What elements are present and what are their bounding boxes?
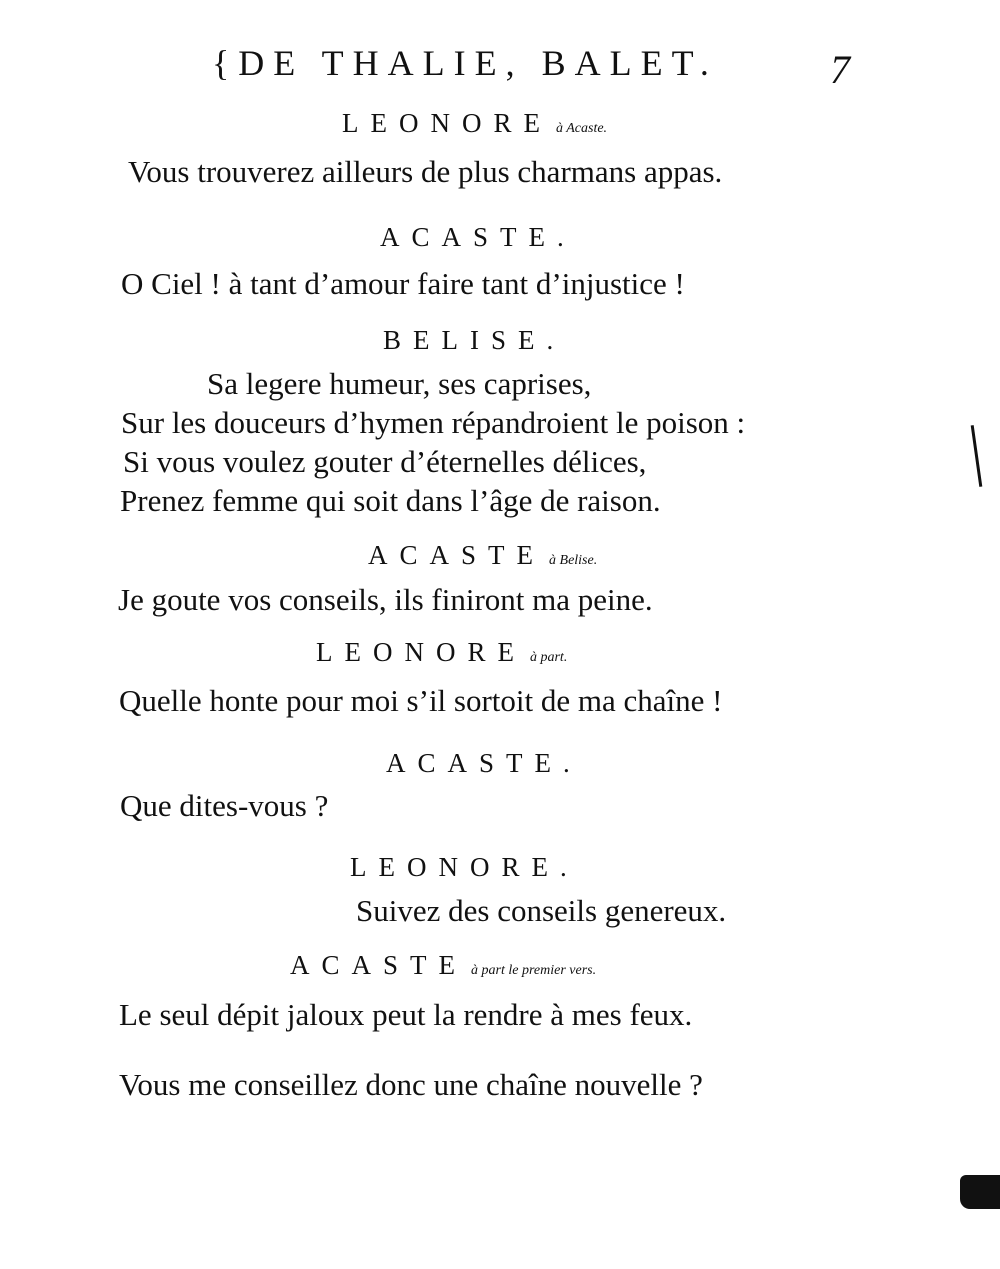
stage-direction: à Acaste. xyxy=(555,121,608,136)
verse-line: Sur les douceurs d’hymen répandroient le poison : xyxy=(121,405,746,440)
speaker-label: LEONORE xyxy=(342,108,552,138)
scan-edge-mark xyxy=(971,425,983,487)
verse-line: Quelle honte pour moi s’il sortoit de ma chaîne ! xyxy=(119,683,723,718)
speaker-name: ACASTE. xyxy=(380,222,576,252)
verse-line: Vous trouverez ailleurs de plus charmans appas. xyxy=(128,154,723,189)
verse-line: Que dites-vous ? xyxy=(120,788,329,823)
verse-line: O Ciel ! à tant d’amour faire tant d’injustice ! xyxy=(121,266,685,301)
speaker-name xyxy=(316,637,567,668)
page-number: 7 xyxy=(830,47,850,92)
verse-line: Suivez des conseils genereux. xyxy=(356,893,727,928)
verse-line: Je goute vos conseils, ils finiront ma peine. xyxy=(118,582,653,617)
verse-line: Le seul dépit jaloux peut la rendre à mes feux. xyxy=(119,997,693,1032)
speaker-label: ACASTE xyxy=(368,540,546,570)
scan-edge-blot xyxy=(960,1175,1000,1209)
stage-direction: à Belise. xyxy=(549,553,598,568)
speaker-name: ACASTE. xyxy=(386,748,582,778)
speaker-label: LEONORE xyxy=(316,637,526,667)
stage-direction: à part. xyxy=(529,650,568,665)
speaker-name: BELISE. xyxy=(383,325,566,355)
verse-line: Sa legere humeur, ses caprises, xyxy=(207,366,592,401)
verse-line: Vous me conseillez donc une chaîne nouvelle ? xyxy=(119,1067,703,1102)
speaker-name xyxy=(342,108,607,139)
stage-direction: à part le premier vers. xyxy=(471,963,597,978)
verse-line: Prenez femme qui soit dans l’âge de raison. xyxy=(120,483,661,518)
speaker-name xyxy=(368,540,597,571)
running-head: {DE THALIE, BALET. xyxy=(212,43,718,83)
speaker-label: ACASTE xyxy=(290,950,468,980)
verse-line: Si vous voulez gouter d’éternelles délices, xyxy=(123,444,647,479)
speaker-name xyxy=(290,950,596,981)
speaker-name: LEONORE. xyxy=(350,852,579,882)
